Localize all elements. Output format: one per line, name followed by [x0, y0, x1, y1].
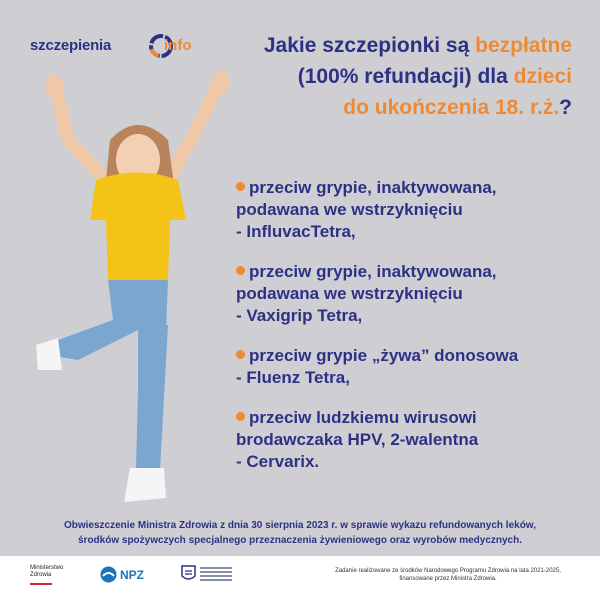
funding-line: finansowane przez Ministra Zdrowia. — [399, 576, 497, 582]
bullet-icon — [236, 182, 245, 191]
list-item — [236, 177, 576, 243]
note-line: Obwieszczenie Ministra Zdrowia z dnia 30 sierpnia 2023 r. w sprawie wykazu refundowanych leków, — [63, 520, 536, 531]
legal-note — [0, 518, 600, 548]
ministry-name: Zdrowia — [30, 572, 52, 578]
ministry-name: Ministerstwo — [30, 565, 64, 571]
logo-wordmark: szczepienia — [30, 37, 112, 54]
ministry-logo[interactable] — [30, 565, 63, 579]
item-line: przeciw grypie „żywa” donosowa — [249, 346, 519, 365]
npz-wave-icon — [100, 566, 117, 583]
item-line: podawana we wstrzyknięciu — [236, 284, 463, 303]
vaccine-list — [236, 177, 576, 491]
logo-info-text: info — [164, 37, 192, 54]
title-text: ? — [559, 96, 572, 119]
list-item — [236, 407, 576, 473]
item-line: przeciw grypie, inaktywowana, — [249, 178, 497, 197]
note-line: środków spożywczych specjalnego przeznaczenia żywieniowego oraz wyrobów medycznych. — [77, 535, 522, 546]
title-highlight: do ukończenia 18. r.ż. — [343, 96, 560, 119]
item-line: - Vaxigrip Tetra, — [236, 306, 363, 325]
npz-logo[interactable] — [100, 564, 160, 586]
agency-name-lines — [200, 567, 232, 583]
npz-text: NPZ — [120, 568, 144, 582]
item-line: - Fluenz Tetra, — [236, 368, 350, 387]
jumping-girl-photo — [18, 70, 248, 515]
item-line: brodawczaka HPV, 2-walentna — [236, 430, 479, 449]
item-line: przeciw ludzkiemu wirusowi — [249, 408, 477, 427]
agency-emblem-icon — [180, 565, 197, 583]
list-item — [236, 261, 576, 327]
page-title — [192, 30, 572, 123]
funding-note — [308, 567, 588, 583]
sponsor-bar — [0, 556, 600, 593]
bullet-icon — [236, 412, 245, 421]
title-text: (100% refundacji) dla — [297, 65, 514, 88]
item-line: - InfluvacTetra, — [236, 222, 356, 241]
item-line: przeciw grypie, inaktywowana, — [249, 262, 497, 281]
funding-line: Zadanie realizowane ze środków Narodowego Programu Zdrowia na lata 2021-2025, — [335, 568, 561, 574]
title-highlight: bezpłatne — [475, 34, 572, 57]
title-text: Jakie szczepionki są — [263, 34, 476, 57]
title-highlight: dzieci — [513, 65, 572, 88]
item-line: podawana we wstrzyknięciu — [236, 200, 463, 219]
ministry-stripe — [30, 583, 52, 585]
bullet-icon — [236, 266, 245, 275]
item-line: - Cervarix. — [236, 452, 320, 471]
agency-logo[interactable] — [180, 565, 240, 585]
list-item — [236, 345, 576, 389]
bullet-icon — [236, 350, 245, 359]
